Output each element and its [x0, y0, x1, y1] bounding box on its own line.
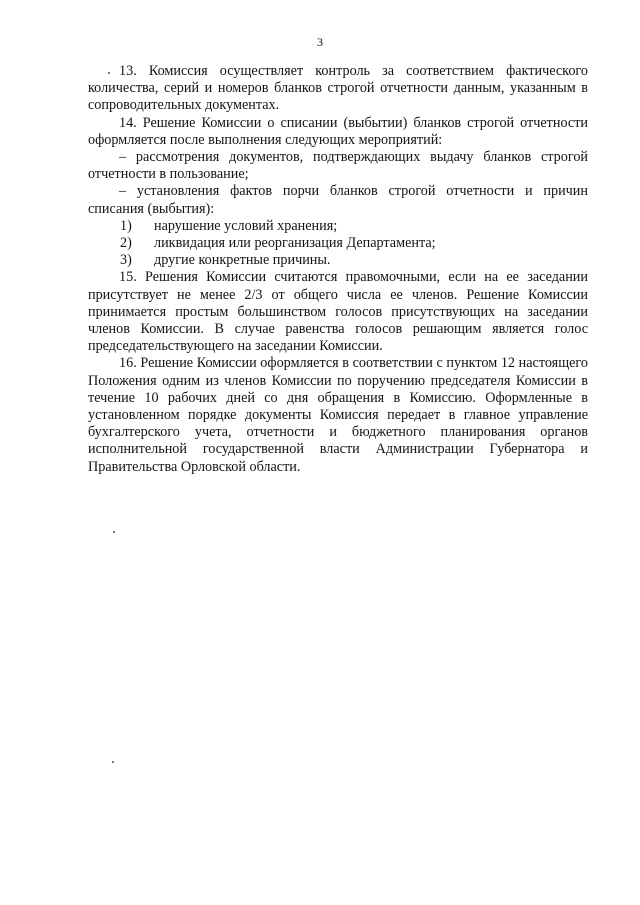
paragraph-16: 16. Решение Комиссии оформляется в соответствии с пунктом 12 настоящего Положения одним из членов Комиссии по поручению председателя Комиссии в течение 10 рабочих дней со дня обращения в Комиссию. Оформленные в установленном порядке документы Комиссия передает в главное управление бухгалтерского учета, отчетности и бюджетного планирования органов исполнительной государственной власти Администрации Губернатора и Правительства Орловской области. [88, 355, 588, 475]
page-number: 3 [317, 35, 323, 49]
scan-speck [112, 761, 114, 763]
paragraph-14-item-b: – установления фактов порчи бланков строгой отчетности и причин списания (выбытия): [88, 183, 588, 217]
list-item [88, 252, 588, 269]
document-body [88, 63, 588, 476]
list-item-text: нарушение условий хранения; [154, 217, 338, 234]
list-item [88, 218, 588, 235]
list-item-number: 1) [120, 217, 132, 234]
list-item-number: 2) [120, 235, 132, 252]
list-item-number: 3) [120, 252, 132, 269]
list-item [88, 235, 588, 252]
list-item-text: другие конкретные причины. [154, 252, 331, 269]
paragraph-14: 14. Решение Комиссии о списании (выбытии) бланков строгой отчетности оформляется после выполнения следующих мероприятий: [88, 114, 588, 148]
paragraph-13: 13. Комиссия осуществляет контроль за соответствием фактического количества, серий и номеров бланков строгой отчетности данным, указанным в сопроводительных документах. [88, 63, 588, 114]
paragraph-14-item-a: – рассмотрения документов, подтверждающих выдачу бланков строгой отчетности в пользование; [88, 149, 588, 183]
scan-speck [108, 72, 110, 74]
paragraph-15: 15. Решения Комиссии считаются правомочными, если на ее заседании присутствует не менее 2/3 от общего числа ее членов. Решение Комиссии принимается простым большинством голосов присутствующих на заседании членов Комиссии. В случае равенства голосов решающим является голос председательствующего на заседании Комиссии. [88, 269, 588, 355]
list-item-text: ликвидация или реорганизация Департамента; [154, 235, 436, 252]
scan-speck [113, 531, 115, 533]
